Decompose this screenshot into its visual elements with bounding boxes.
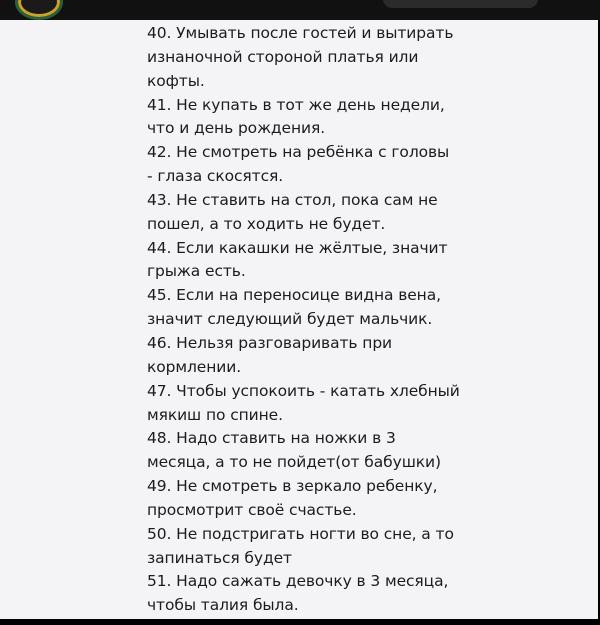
list-item: 48. Надо ставить на ножки в 3 месяца, а то не пойдет(от бабушки) xyxy=(147,429,441,472)
list-item: 50. Не подстригать ногти во сне, а то запинаться будет xyxy=(147,524,454,567)
list-item: 45. Если на переносице видна вена, значит следующий будет мальчик. xyxy=(147,286,441,329)
content-page xyxy=(0,20,598,619)
top-pill[interactable] xyxy=(383,0,538,8)
list-item: 40. Умывать после гостей и вытирать изнаночной стороной платья или кофты. xyxy=(147,24,454,90)
list-item: 49. Не смотреть в зеркало ребенку, просмотрит своё счастье. xyxy=(147,477,438,519)
top-bar xyxy=(0,0,600,20)
app-logo-icon[interactable] xyxy=(15,0,63,20)
superstitions-list xyxy=(147,22,467,618)
list-item: 41. Не купать в тот же день недели, что и день рождения. xyxy=(147,95,445,138)
list-item: 42. Не смотреть на ребёнка с головы - глаза скосятся. xyxy=(147,143,450,186)
list-item: 51. Надо сажать девочку в 3 месяца, чтобы талия была. xyxy=(147,572,449,615)
list-item: 46. Нельзя разговаривать при кормлении. xyxy=(147,333,393,376)
list-item: 47. Чтобы успокоить - катать хлебный мякиш по спине. xyxy=(147,381,460,424)
list-item: 43. Не ставить на стол, пока сам не пошел, а то ходить не будет. xyxy=(147,190,438,233)
list-item: 44. Если какашки не жёлтые, значит грыжа есть. xyxy=(147,238,448,281)
bottom-bar xyxy=(0,619,600,625)
